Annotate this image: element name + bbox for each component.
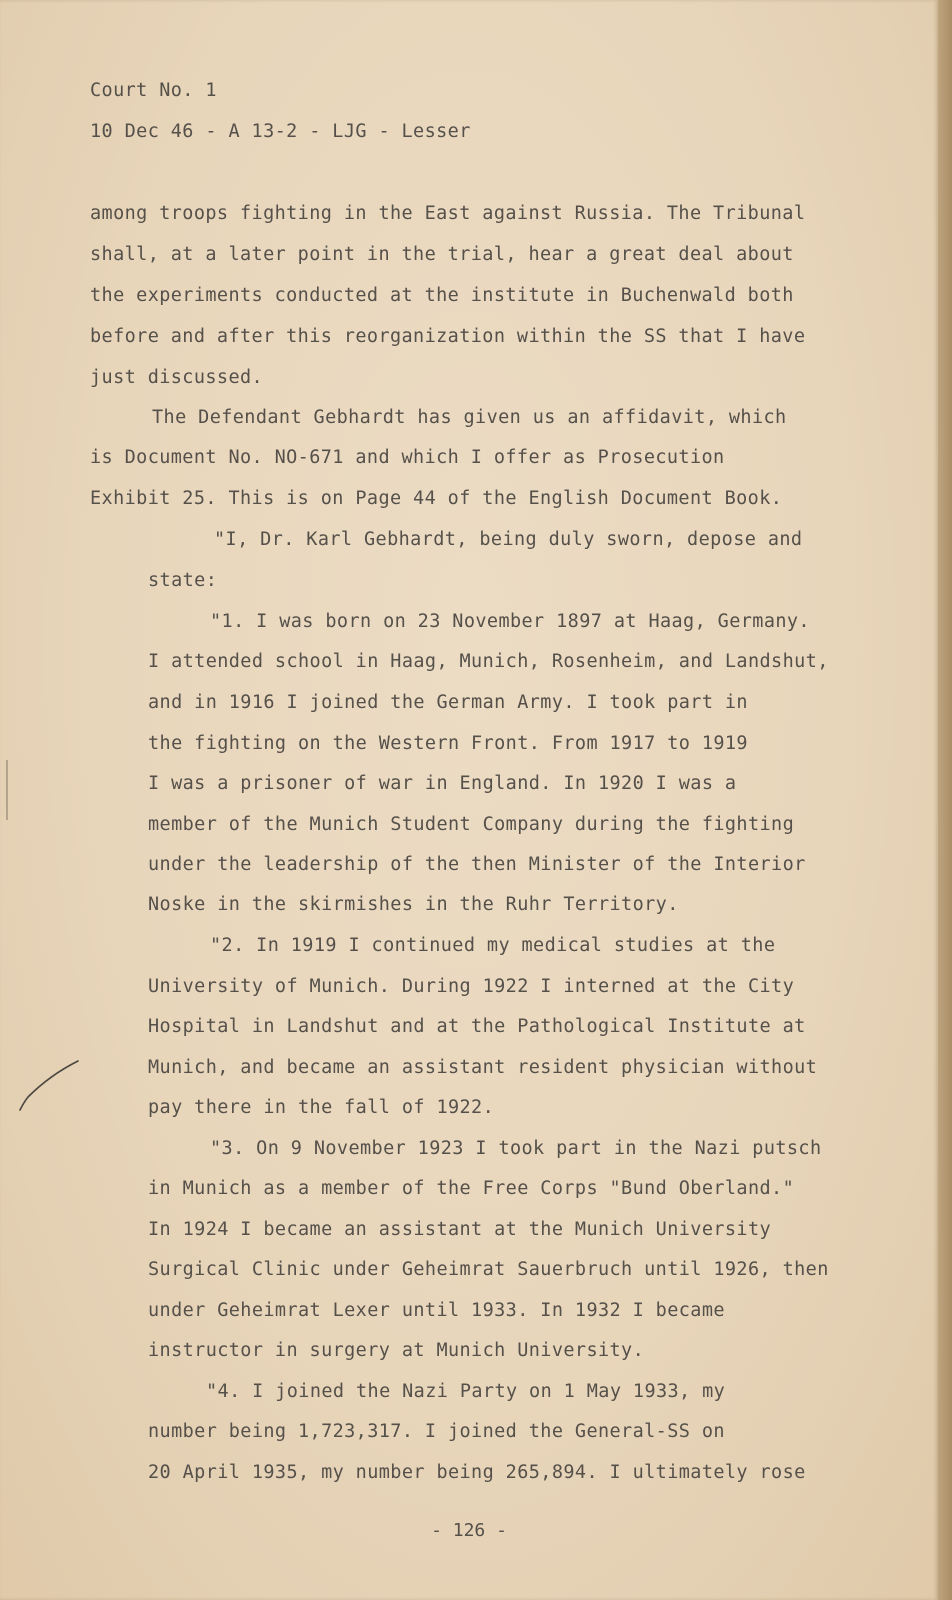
text-line: the fighting on the Western Front. From 1917 to 1919 — [148, 733, 748, 754]
text-line: state: — [148, 570, 218, 591]
text-line: before and after this reorganization within the SS that I have — [90, 326, 806, 347]
text-line: Exhibit 25. This is on Page 44 of the English Document Book. — [90, 488, 783, 509]
text-line: University of Munich. During 1922 I interned at the City — [148, 976, 795, 997]
text-line: the experiments conducted at the institute in Buchenwald both — [90, 285, 794, 306]
text-line: I was a prisoner of war in England. In 1920 I was a — [148, 773, 737, 794]
text-line: among troops fighting in the East against Russia. The Tribunal — [90, 203, 806, 224]
text-line: pay there in the fall of 1922. — [148, 1097, 495, 1118]
text-line: under the leadership of the then Minister of the Interior — [148, 854, 806, 875]
text-line: "3. On 9 November 1923 I took part in the Nazi putsch — [210, 1138, 822, 1159]
page-number: - 126 - — [431, 1520, 507, 1541]
text-line: 20 April 1935, my number being 265,894. I ultimately rose — [148, 1462, 806, 1483]
text-line: Noske in the skirmishes in the Ruhr Territory. — [148, 894, 679, 915]
text-line: The Defendant Gebhardt has given us an affidavit, which — [152, 407, 787, 428]
text-line: "4. I joined the Nazi Party on 1 May 1933, my — [206, 1381, 726, 1402]
text-line: Surgical Clinic under Geheimrat Sauerbruch until 1926, then — [148, 1259, 829, 1280]
text-line: member of the Munich Student Company during the fighting — [148, 814, 795, 835]
text-line: In 1924 I became an assistant at the Munich University — [148, 1219, 772, 1240]
text-line: instructor in surgery at Munich University. — [148, 1340, 645, 1361]
text-line: just discussed. — [90, 367, 264, 388]
page-edge — [938, 0, 952, 1600]
text-line: under Geheimrat Lexer until 1933. In 1932 I became — [148, 1300, 725, 1321]
pencil-mark-icon — [14, 1055, 84, 1115]
margin-crease — [6, 760, 8, 820]
text-line: and in 1916 I joined the German Army. I took part in — [148, 692, 748, 713]
text-line: Munich, and became an assistant resident physician without — [148, 1057, 818, 1078]
text-line: number being 1,723,317. I joined the General-SS on — [148, 1421, 725, 1442]
document-reference: 10 Dec 46 - A 13-2 - LJG - Lesser — [90, 121, 471, 142]
text-line: shall, at a later point in the trial, hear a great deal about — [90, 244, 794, 265]
text-line: is Document No. NO-671 and which I offer as Prosecution — [90, 447, 725, 468]
court-number: Court No. 1 — [90, 80, 217, 101]
text-line: "I, Dr. Karl Gebhardt, being duly sworn, depose and — [214, 529, 803, 550]
text-line: Hospital in Landshut and at the Pathological Institute at — [148, 1016, 806, 1037]
text-line: "2. In 1919 I continued my medical studies at the — [210, 935, 776, 956]
text-line: I attended school in Haag, Munich, Rosenheim, and Landshut, — [148, 651, 829, 672]
text-line: "1. I was born on 23 November 1897 at Haag, Germany. — [210, 611, 810, 632]
text-line: in Munich as a member of the Free Corps "Bund Oberland." — [148, 1178, 795, 1199]
